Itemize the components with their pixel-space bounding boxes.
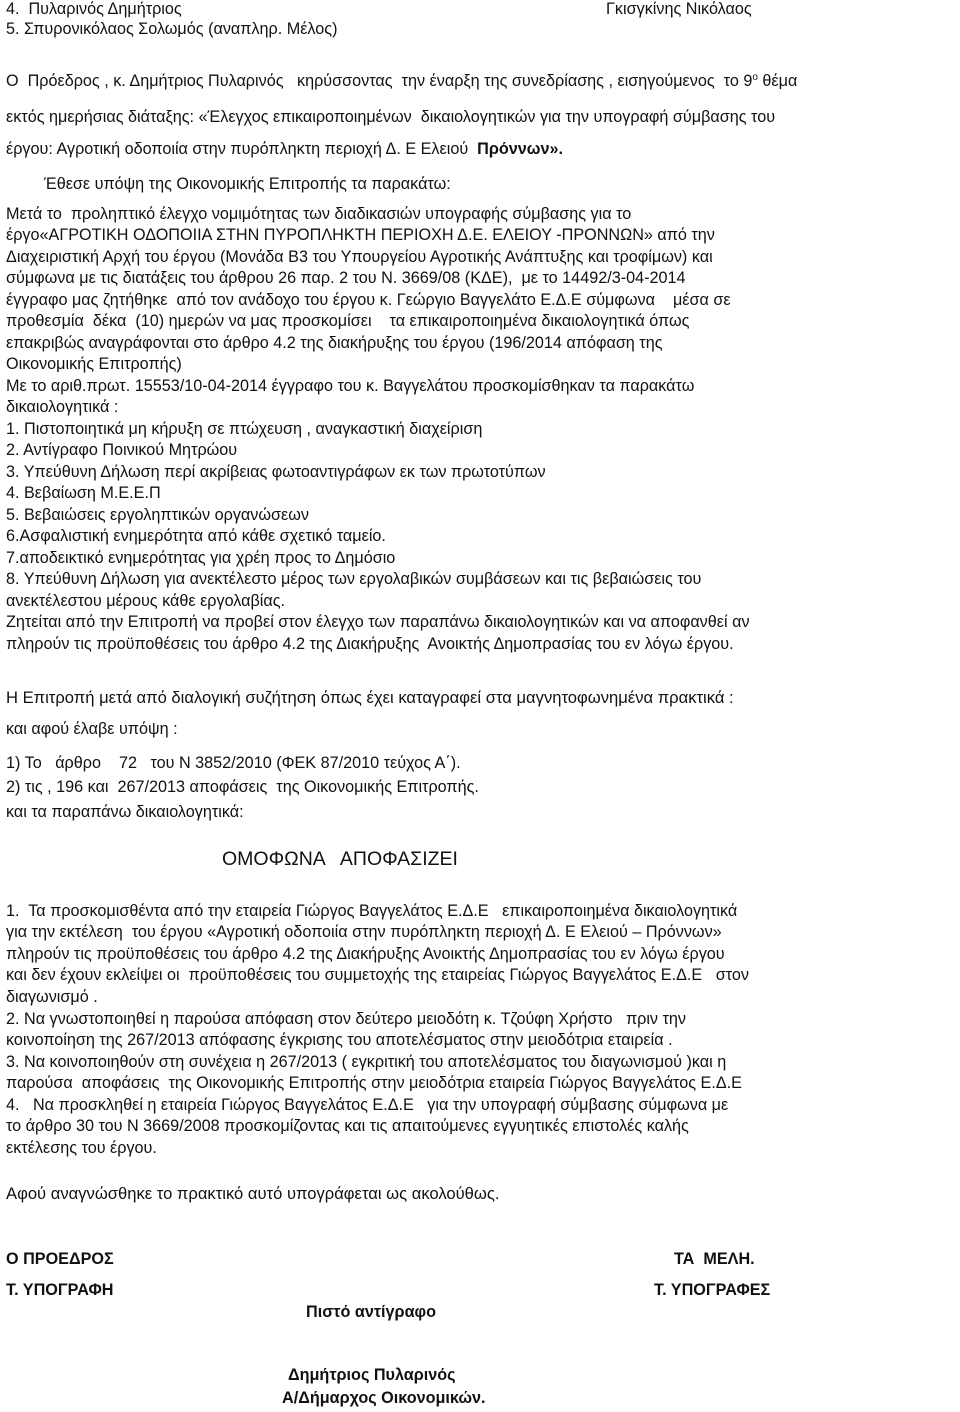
body-line: Με το αριθ.πρωτ. 15553/10-04-2014 έγγραφο του κ. Βαγγελάτου προσκομίσθηκαν τα παρακάτω [6, 377, 695, 395]
signer-name: Δημήτριος Πυλαρινός [288, 1366, 456, 1384]
body-line: πληρούν τις προϋποθέσεις του άρθρο 4.2 της Διακήρυξης Ανοικτής Δημοπρασίας του εν λόγω έργου. [6, 635, 734, 653]
body-line: Μετά το προληπτικό έλεγχο νομιμότητας των διαδικασιών υπογραφής σύμβασης για το [6, 205, 632, 223]
member-right: Γκισγκίνης Νικόλαος [606, 0, 752, 18]
list-item: 6.Ασφαλιστική ενημερότητα από κάθε σχετικό ταμείο. [6, 527, 386, 545]
member-4: 4. Πυλαρινός Δημήτριος [6, 0, 182, 18]
true-copy-label: Πιστό αντίγραφο [306, 1303, 436, 1321]
signature-right: Τ. ΥΠΟΓΡΑΦΕΣ [654, 1281, 771, 1299]
ref-line: 2) τις , 196 και 267/2013 αποφάσεις της Οικονομικής Επιτροπής. [6, 778, 479, 796]
body-line: σύμφωνα με τις διατάξεις του άρθρου 26 παρ. 2 του Ν. 3669/08 (ΚΔΕ), με το 14492/3-04-2014 [6, 269, 686, 287]
ref-line: και τα παραπάνω δικαιολογητικά: [6, 803, 244, 821]
decision-line: διαγωνισμό . [6, 988, 98, 1006]
signer-role: Α/Δήμαρχος Οικονομικών. [282, 1389, 486, 1407]
signature-left: Τ. ΥΠΟΓΡΑΦΗ [6, 1281, 114, 1299]
decision-line: εκτέλεσης του έργου. [6, 1139, 157, 1157]
members-label: ΤΑ ΜΕΛΗ. [674, 1250, 755, 1268]
member-5: 5. Σπυρονικόλαος Σολωμός (αναπληρ. Μέλος) [6, 20, 338, 38]
decision-line: και δεν έχουν εκλείψει οι προϋποθέσεις του συμμετοχής της εταιρείας Γιώργος Βαγγελάτος Ε.Δ.Ε στον [6, 966, 749, 984]
decision-line: 4. Να προσκληθεί η εταιρεία Γιώργος Βαγγελάτος Ε.Δ.Ε για την υπογραφή σύμβασης σύμφωνα με [6, 1096, 729, 1114]
intro-line-3: έργου: Αγροτική οδοποιία στην πυρόπληκτη περιοχή Δ. Ε Ελειού Πρόννων». [6, 140, 563, 158]
body-line: προθεσμία δέκα (10) ημερών να μας προσκομίσει τα επικαιροποιημένα δικαιολογητικά όπως [6, 312, 690, 330]
decision-line: κοινοποίηση της 267/2013 απόφασης έγκρισης του αποτελέσματος στην μειοδότρια εταιρεία . [6, 1031, 673, 1049]
body-line: Οικονομικής Επιτροπής) [6, 355, 182, 373]
list-item: 4. Βεβαίωση Μ.Ε.Ε.Π [6, 484, 161, 502]
decision-line: για την εκτέλεση του έργου «Αγροτική οδοποιία στην πυρόπληκτη περιοχή Δ. Ε Ελειού – Πρόννων» [6, 923, 722, 941]
list-item: ανεκτέλεστου μέρους κάθε εργολαβίας. [6, 592, 286, 610]
list-item: 2. Αντίγραφο Ποινικού Μητρώου [6, 441, 238, 459]
decision-line: 3. Να κοινοποιηθούν στη συνέχεια η 267/2013 ( εγκριτική του αποτελέσματος του διαγωνισμού )και η [6, 1053, 727, 1071]
decision-line: 2. Να γνωστοποιηθεί η παρούσα απόφαση στον δεύτερο μειοδότη κ. Τζούφη Χρήστο πριν την [6, 1010, 687, 1028]
list-item: 7.αποδεικτικό ενημερότητας για χρέη προς το Δημόσιο [6, 549, 396, 567]
president-label: Ο ΠΡΟΕΔΡΟΣ [6, 1250, 114, 1268]
intro-line-1: Ο Πρόεδρος , κ. Δημήτριος Πυλαρινός κηρύσσοντας την έναρξη της συνεδρίασης , εισηγούμενος το $9^o$ θέμα [6, 72, 798, 90]
decision-line: το άρθρο 30 του Ν 3669/2008 προσκομίζοντας και τις απαιτούμενες εγγυητικές επιστολές καλής [6, 1117, 689, 1135]
list-item: 3. Υπεύθυνη Δήλωση περί ακρίβειας φωτοαντιγράφων εκ των πρωτοτύπων [6, 463, 546, 481]
list-item: 5. Βεβαιώσεις εργοληπτικών οργανώσεων [6, 506, 309, 524]
decision-title: ΟΜΟΦΩΝΑ ΑΠΟΦΑΣΙΖΕΙ [222, 848, 458, 870]
committee-line: Η Επιτροπή μετά από διαλογική συζήτηση όπως έχει καταγραφεί στα μαγνητοφωνημένα πρακτικά : [6, 688, 734, 707]
body-line: έγγραφο μας ζητήθηκε από τον ανάδοχο του έργου κ. Γεώργιο Βαγγελάτο Ε.Δ.Ε σύμφωνα μέσα σε [6, 291, 731, 309]
body-line: έργο«ΑΓΡΟΤΙΚΗ ΟΔΟΠΟΙΙΑ ΣΤΗΝ ΠΥΡΟΠΛΗΚΤΗ ΠΕΡΙΟΧΗ Δ.Ε. ΕΛΕΙΟΥ -ΠΡΟΝΝΩΝ» από την [6, 226, 715, 244]
intro-line-2: εκτός ημερήσιας διάταξης: «Έλεγχος επικαιροποιημένων δικαιολογητικών για την υπογραφή σύμβασης του [6, 108, 776, 126]
decision-line: πληρούν τις προϋποθέσεις του άρθρο 4.2 της Διακήρυξης Ανοικτής Δημοπρασίας του εν λόγω έργου [6, 945, 725, 963]
decision-line: 1. Τα προσκομισθέντα από την εταιρεία Γιώργος Βαγγελάτος Ε.Δ.Ε επικαιροποιημένα δικαιολογητικά [6, 902, 738, 920]
closing-line: Αφού αναγνώσθηκε το πρακτικό αυτό υπογράφεται ως ακολούθως. [6, 1184, 500, 1203]
list-item: 8. Υπεύθυνη Δήλωση για ανεκτέλεστο μέρος των εργολαβικών συμβάσεων και τις βεβαιώσεις του [6, 570, 702, 588]
ref-line: 1) Το άρθρο 72 του Ν 3852/2010 (ΦΕΚ 87/2010 τεύχος Α΄). [6, 754, 461, 772]
body-line: δικαιολογητικά : [6, 398, 119, 416]
body-line: Διαχειριστική Αρχή του έργου (Μονάδα Β3 του Υπουργείου Αγροτικής Ανάπτυξης και τροφίμων) και [6, 248, 713, 266]
considered-line: και αφού έλαβε υπόψη : [6, 720, 178, 738]
intro-line-4: Έθεσε υπόψη της Οικονομικής Επιτροπής τα παρακάτω: [44, 175, 451, 193]
body-line: επακριβώς αναγράφονται στο άρθρο 4.2 της διακήρυξης του έργου (196/2014 απόφαση της [6, 334, 663, 352]
body-line: Ζητείται από την Επιτροπή να προβεί στον έλεγχο των παραπάνω δικαιολογητικών και να αποφανθεί αν [6, 613, 750, 631]
list-item: 1. Πιστοποιητικά μη κήρυξη σε πτώχευση , αναγκαστική διαχείριση [6, 420, 483, 438]
decision-line: παρούσα αποφάσεις της Οικονομικής Επιτροπής στην μειοδότρια εταιρεία Γιώργος Βαγγελάτος Ε.Δ.Ε [6, 1074, 742, 1092]
